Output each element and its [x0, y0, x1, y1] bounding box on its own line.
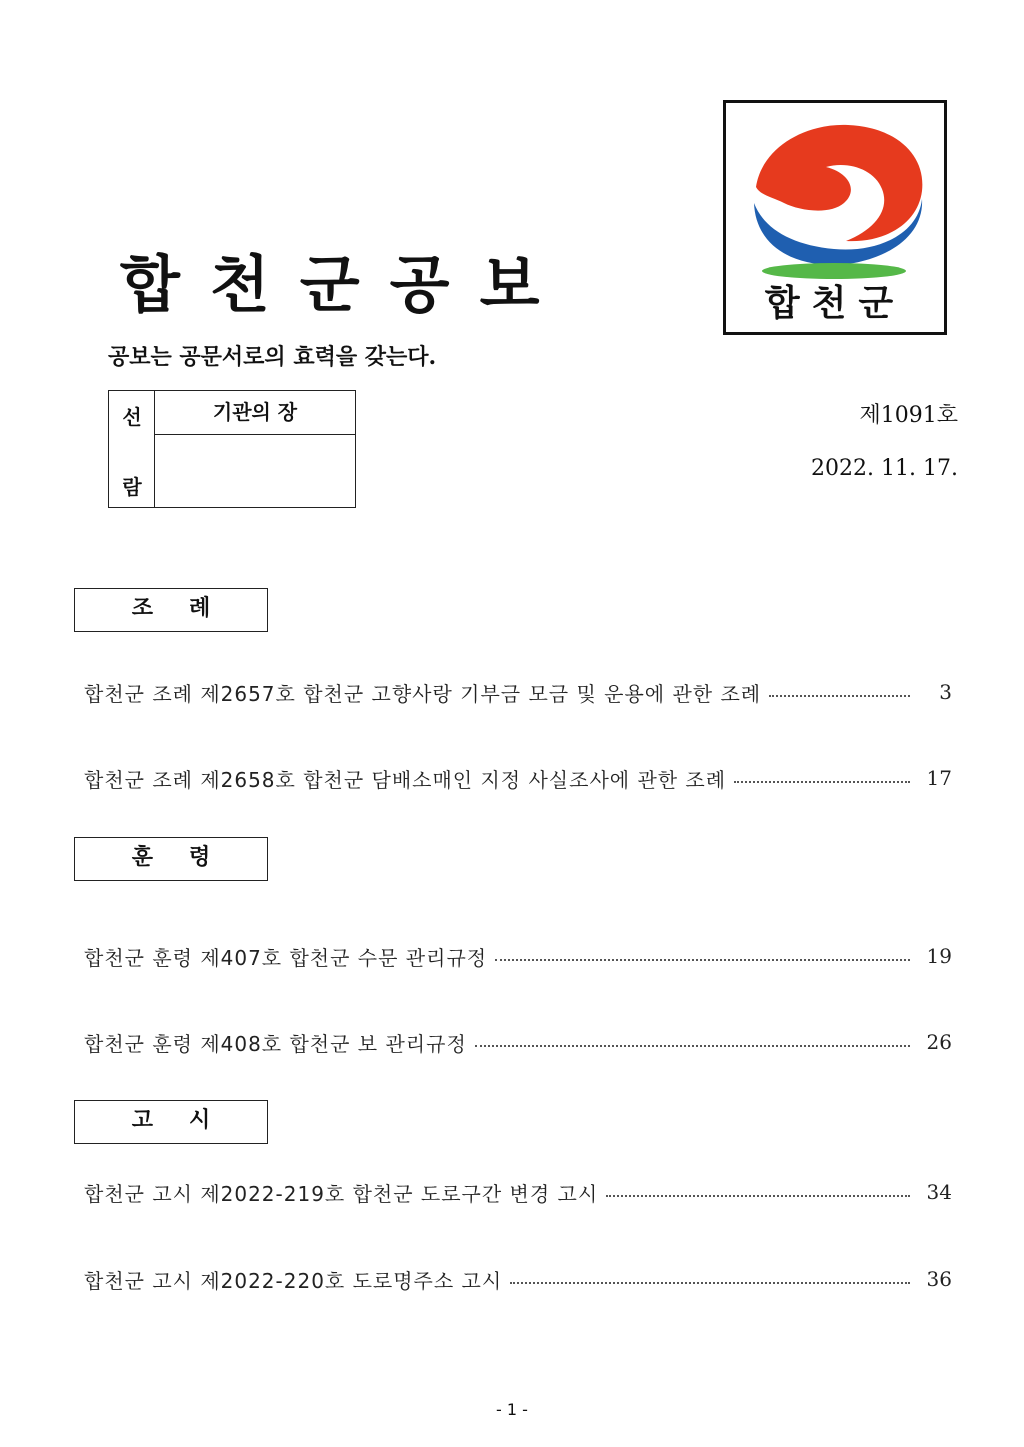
section-heading-notice: 고시 [74, 1100, 268, 1144]
section-heading-directive: 훈령 [74, 837, 268, 881]
toc-item-title: 합천군 고시 제2022-219호 합천군 도로구간 변경 고시 [84, 1181, 599, 1206]
toc-item[interactable] [84, 677, 952, 707]
toc-item-title: 합천군 훈령 제408호 합천군 보 관리규정 [84, 1031, 467, 1056]
toc-item-page: 36 [926, 1267, 952, 1291]
toc-item-page: 34 [926, 1180, 952, 1204]
toc-item-page: 19 [926, 944, 952, 968]
approval-box [108, 390, 356, 508]
approval-head: 기관의 장 [155, 391, 355, 435]
toc-leader [475, 1045, 910, 1047]
issue-date: 2022. 11. 17. [811, 456, 958, 481]
toc-leader [495, 959, 910, 961]
toc-item-title: 합천군 고시 제2022-220호 도로명주소 고시 [84, 1268, 503, 1293]
toc-item[interactable] [84, 763, 952, 793]
toc-leader [606, 1195, 910, 1197]
toc-item-page: 3 [939, 680, 952, 704]
gazette-title: 합천군공보 [120, 248, 570, 321]
section-heading-ordinance: 조례 [74, 588, 268, 632]
approval-char-bottom: 람 [122, 475, 142, 499]
toc-item-page: 17 [926, 766, 952, 790]
toc-leader [510, 1282, 910, 1284]
toc-item-title: 합천군 조례 제2657호 합천군 고향사랑 기부금 모금 및 운용에 관한 조례 [84, 681, 762, 706]
page-number: - 1 - [496, 1400, 528, 1419]
toc-item[interactable] [84, 1177, 952, 1207]
approval-char-top: 선 [122, 405, 142, 429]
toc-item[interactable] [84, 941, 952, 971]
toc-leader [769, 695, 910, 697]
toc-leader [734, 781, 910, 783]
toc-item-title: 합천군 조례 제2658호 합천군 담배소매인 지정 사실조사에 관한 조례 [84, 767, 727, 792]
toc-item-page: 26 [926, 1030, 952, 1054]
hapcheon-logo [723, 100, 947, 335]
issue-number: 제1091호 [859, 403, 958, 428]
gazette-subtitle: 공보는 공문서로의 효력을 갖는다. [108, 344, 437, 370]
toc-item-title: 합천군 훈령 제407호 합천군 수문 관리규정 [84, 945, 488, 970]
approval-label-column [109, 391, 155, 507]
toc-item[interactable] [84, 1264, 952, 1294]
approval-signature-area [155, 435, 355, 507]
toc-item[interactable] [84, 1027, 952, 1057]
logo-text: 합천군 [764, 283, 906, 324]
